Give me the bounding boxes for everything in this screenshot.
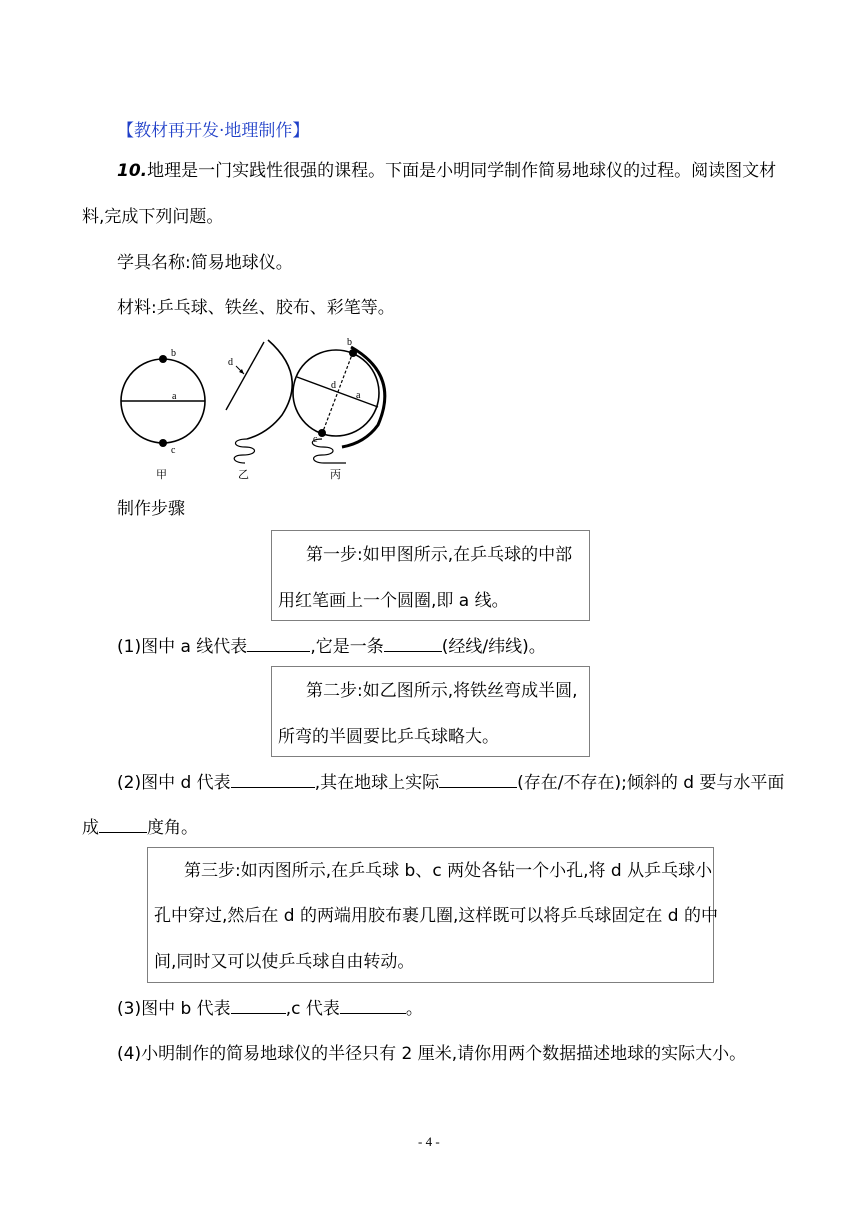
step3-box (147, 847, 719, 983)
point-c-bing (318, 429, 326, 437)
caption-jia: 甲 (156, 469, 167, 481)
question-stem-line2: 料,完成下列问题。 (82, 207, 224, 227)
step2-line1: 第二步:如乙图所示,将铁丝弯成半圆, (306, 681, 578, 701)
caption-bing: 丙 (330, 469, 341, 481)
q1-text-1: (1)图中 a 线代表 (117, 637, 248, 657)
question-stem-text: 地理是一门实践性很强的课程。下面是小明同学制作简易地球仪的过程。阅读图文材 (147, 161, 777, 181)
q2-line1 (117, 771, 784, 794)
q1-text-3: (经线/纬线)。 (441, 637, 546, 657)
q1-blank-2[interactable] (384, 635, 442, 652)
wire-semicircle (247, 340, 292, 439)
axis-d-bing (322, 352, 353, 434)
q3-blank-2[interactable] (340, 997, 406, 1014)
q3-blank-1[interactable] (231, 997, 286, 1014)
label-d-yi: d (228, 357, 233, 368)
q2-line2 (82, 816, 198, 839)
caption-yi: 乙 (238, 469, 249, 481)
ping-pong-ball-bing (293, 350, 379, 436)
q3-text-3: 。 (405, 999, 423, 1019)
step2-box (271, 666, 590, 757)
q2-text-1: (2)图中 d 代表 (117, 773, 231, 793)
q2-blank-2[interactable] (439, 771, 517, 788)
q2-blank-1[interactable] (231, 771, 315, 788)
label-c-jia: c (171, 445, 176, 456)
label-a-jia: a (172, 391, 177, 402)
point-c-jia (159, 439, 167, 447)
figure-jia (121, 348, 205, 481)
figure-bing (293, 337, 385, 481)
q2-text-5: 度角。 (147, 818, 198, 838)
q3-text-1: (3)图中 b 代表 (117, 999, 231, 1019)
q3-line (117, 997, 423, 1020)
label-b-bing: b (347, 337, 352, 348)
q1-blank-1[interactable] (247, 635, 310, 652)
wire-base-coil (234, 439, 254, 463)
step3-line3: 间,同时又可以使乒乓球自由转动。 (154, 952, 415, 972)
globe-making-figure (110, 335, 400, 485)
figure-yi (226, 340, 292, 481)
steps-heading: 制作步骤 (117, 499, 185, 519)
q2-text-4: 成 (82, 818, 99, 838)
label-a-bing: a (356, 390, 361, 401)
step3-line2: 孔中穿过,然后在 d 的两端用胶布裹几圈,这样既可以将乒乓球固定在 d 的中 (154, 906, 719, 926)
point-b-bing (349, 349, 357, 357)
materials: 材料:乒乓球、铁丝、胶布、彩笔等。 (117, 298, 395, 318)
q1-text-2: ,它是一条 (310, 637, 384, 657)
label-d-bing: d (331, 380, 336, 391)
step3-line1: 第三步:如丙图所示,在乒乓球 b、c 两处各钻一个小孔,将 d 从乒乓球小 (184, 861, 713, 881)
q2-blank-3[interactable] (99, 816, 147, 833)
tool-name: 学具名称:简易地球仪。 (117, 253, 293, 273)
step1-line2: 用红笔画上一个圆圈,即 a 线。 (278, 591, 509, 611)
q1-line (117, 635, 546, 658)
step2-line2: 所弯的半圆要比乒乓球略大。 (278, 727, 499, 747)
q2-text-2: ,其在地球上实际 (314, 773, 440, 793)
step1-line1: 第一步:如甲图所示,在乒乓球的中部 (306, 545, 573, 565)
point-b-jia (159, 355, 167, 363)
q3-text-2: ,c 代表 (285, 999, 340, 1019)
label-b-jia: b (171, 348, 176, 359)
question-stem-line1 (117, 160, 776, 182)
wire-axis-d (226, 342, 264, 410)
step1-box (271, 530, 590, 621)
line-a-bing (297, 377, 378, 407)
section-title: 【教材再开发·地理制作】 (117, 121, 310, 141)
label-c-bing: c (313, 434, 318, 445)
q4-line: (4)小明制作的简易地球仪的半径只有 2 厘米,请你用两个数据描述地球的实际大小。 (117, 1044, 747, 1064)
page-number: - 4 - (418, 1134, 440, 1149)
question-number: 10. (117, 161, 148, 181)
q2-text-3: (存在/不存在);倾斜的 d 要与水平面 (517, 773, 785, 793)
